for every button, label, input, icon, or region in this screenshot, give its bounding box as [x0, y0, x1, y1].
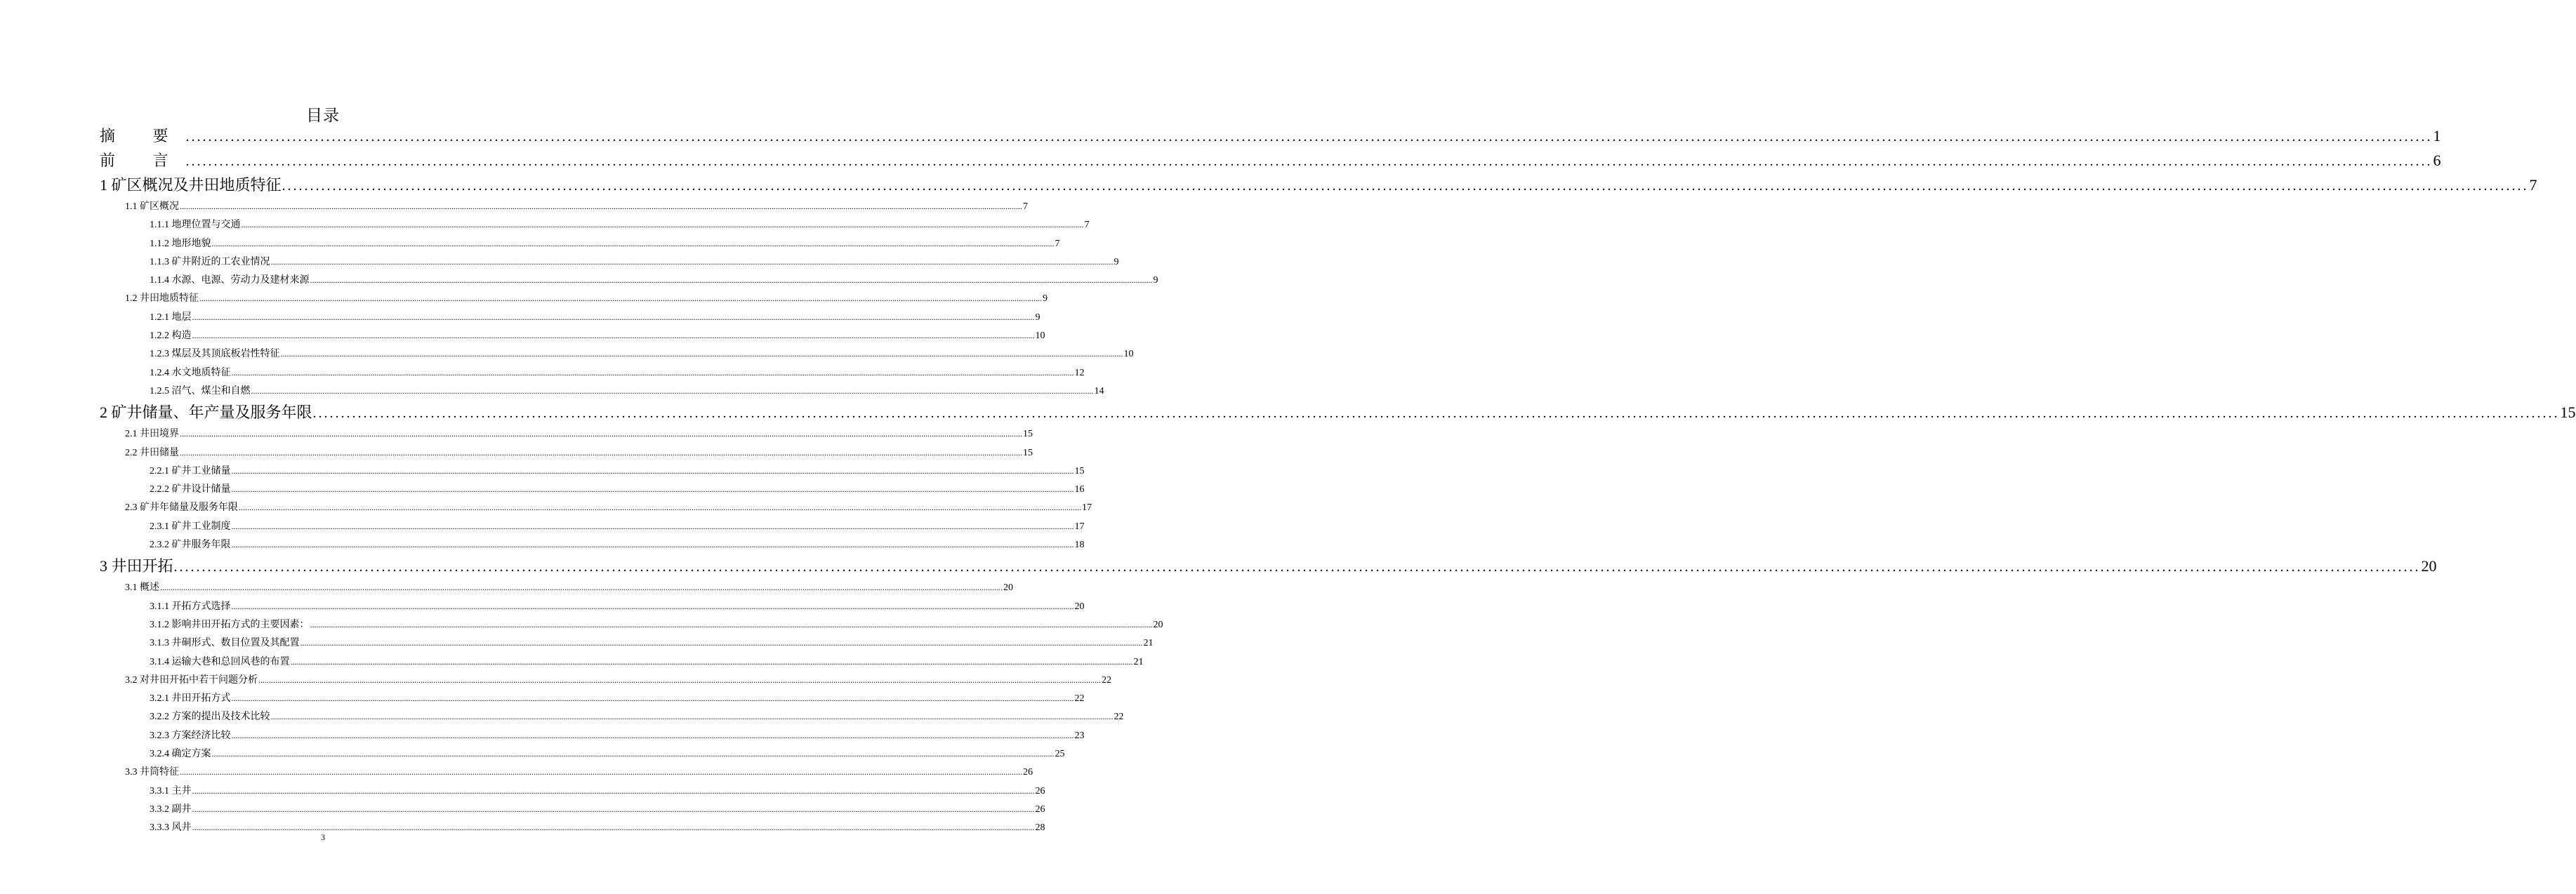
- toc-entry[interactable]: [100, 173, 2537, 197]
- toc-leader-dots: ................................................................................................................................................................................................................................................................................................................................................................................................................: [211, 749, 1055, 759]
- toc-entry-label: 3.2.4 确定方案: [150, 749, 211, 760]
- toc-leader-dots: ................................................................................................................................................................................................................................................................................................................................................................................................................: [231, 693, 1074, 704]
- toc-entry[interactable]: [150, 215, 1090, 234]
- toc-leader-dots: ................................................................................................................................................................................................................................................................................................................................................................................................................: [180, 201, 1022, 211]
- toc-entry[interactable]: [150, 234, 1060, 253]
- toc-entry-label: 3.2 对井田开拓中若干问题分析: [125, 674, 258, 686]
- toc-entry[interactable]: [150, 707, 1124, 726]
- toc-entry[interactable]: [100, 124, 2441, 148]
- toc-entry-label: 3.1.4 运输大巷和总回风巷的布置: [150, 656, 290, 667]
- toc-leader-dots: ................................................................................................................................................................................................................................................................................................................................................................................................................: [300, 638, 1143, 648]
- toc-leader-dots: ................................................................................................................................................................................................................................................................................................................................................................................................................: [231, 465, 1074, 476]
- toc-entry[interactable]: [150, 689, 1085, 707]
- toc-entry-page: 9: [1035, 312, 1041, 323]
- toc-entry-label: 2 矿井储量、年产量及服务年限: [100, 403, 312, 422]
- toc-entry-label: 前 言: [100, 152, 185, 169]
- toc-entry-page: 7: [1055, 238, 1060, 249]
- toc-leader-dots: ................................................................................................................................................................................................................................................................................................................................................................................................................: [231, 521, 1074, 531]
- toc-entry[interactable]: [150, 462, 1085, 480]
- toc-entry[interactable]: [125, 443, 1033, 462]
- toc-leader-dots: ................................................................................................................................................................................................................................................................................................................................................................................................................: [192, 822, 1035, 833]
- toc-leader-dots: ................................................................................................................................................................................................................................................................................................................................................................................................................: [231, 730, 1074, 740]
- toc-leader-dots: ................................................................................................................................................................................................................................................................................................................................................................................................................: [180, 447, 1022, 458]
- toc-entry-label: 3.3.1 主井: [150, 785, 192, 796]
- toc-leader-dots: ................................................................................................................................................................................................................................................................................................................................................................................................................: [192, 803, 1035, 814]
- toc-entry-page: 25: [1055, 749, 1065, 760]
- toc-entry[interactable]: [100, 554, 2437, 578]
- toc-entry-page: 17: [1074, 521, 1085, 532]
- toc-entry[interactable]: [150, 745, 1065, 763]
- toc-entry[interactable]: [150, 597, 1085, 615]
- toc-entry[interactable]: [150, 480, 1085, 498]
- toc-entry-page: 26: [1023, 767, 1033, 778]
- toc-entry[interactable]: [150, 363, 1085, 382]
- toc-entry-label: 2.1 井田境界: [125, 429, 179, 440]
- toc-leader-dots: ................................................................................................................................................................................................................................................................................................................................................................................................................: [258, 674, 1101, 685]
- toc-entry[interactable]: [125, 671, 1111, 689]
- toc-leader-dots: ................................................................................................................................................................................................................................................................................................................................................................................................................: [180, 767, 1022, 778]
- toc-leader-dots: ................................................................................................................................................................................................................................................................................................................................................................................................................: [160, 582, 1003, 593]
- toc-entry-page: 1: [2433, 127, 2441, 145]
- toc-entry-label: 3.1.3 井硐形式、数目位置及其配置: [150, 638, 300, 649]
- toc-entry[interactable]: [150, 800, 1045, 818]
- toc-entry[interactable]: [125, 498, 1092, 516]
- toc-entry-label: 2.2 井田储量: [125, 447, 179, 458]
- toc-entry-page: 10: [1123, 349, 1134, 360]
- toc-entry-label: 3.3 井筒特征: [125, 767, 179, 778]
- toc-leader-dots: ................................................................................................................................................................................................................................................................................................................................................................................................................: [280, 349, 1123, 359]
- toc-entry[interactable]: [150, 517, 1085, 535]
- toc-leader-dots: ................................................................................................................................................................................................................................................................................................................................................................................................................: [312, 406, 2560, 422]
- toc-entry-label: 1.2.1 地层: [150, 312, 192, 323]
- toc-entry[interactable]: [150, 326, 1045, 345]
- toc-entry-label: 3.1 概述: [125, 582, 159, 594]
- toc-leader-dots: ................................................................................................................................................................................................................................................................................................................................................................................................................: [173, 559, 2421, 575]
- toc-title: 目录: [306, 107, 340, 124]
- toc-entry[interactable]: [150, 271, 1158, 289]
- toc-entry-page: 18: [1074, 540, 1085, 551]
- toc-entry-label: 1.1.4 水源、电源、劳动力及建材来源: [150, 275, 310, 286]
- toc-entry-label: 1.2.2 构造: [150, 331, 192, 342]
- toc-entry-page: 22: [1102, 674, 1111, 686]
- toc-leader-dots: ................................................................................................................................................................................................................................................................................................................................................................................................................: [290, 656, 1133, 667]
- toc-leader-dots: ................................................................................................................................................................................................................................................................................................................................................................................................................: [310, 275, 1153, 286]
- toc-entry[interactable]: [150, 345, 1134, 363]
- toc-entry-page: 14: [1094, 385, 1104, 396]
- toc-entry-page: 22: [1114, 712, 1124, 723]
- toc-leader-dots: ................................................................................................................................................................................................................................................................................................................................................................................................................: [231, 484, 1074, 495]
- table-of-contents: [0, 124, 2576, 837]
- toc-entry[interactable]: [150, 634, 1154, 652]
- toc-entry-label: 3 井田开拓: [100, 557, 173, 575]
- toc-entry-page: 9: [1114, 256, 1119, 267]
- toc-entry[interactable]: [150, 253, 1119, 271]
- toc-entry-label: 1.1 矿区概况: [125, 201, 179, 212]
- toc-entry[interactable]: [150, 308, 1041, 326]
- toc-leader-dots: ................................................................................................................................................................................................................................................................................................................................................................................................................: [282, 178, 2529, 194]
- toc-entry-label: 2.2.1 矿井工业储量: [150, 465, 231, 476]
- toc-leader-dots: ................................................................................................................................................................................................................................................................................................................................................................................................................: [231, 601, 1074, 611]
- toc-entry[interactable]: [125, 197, 1028, 215]
- toc-entry-page: 28: [1035, 822, 1045, 834]
- toc-entry-label: 2.3.1 矿井工业制度: [150, 521, 231, 532]
- toc-entry-page: 7: [2529, 176, 2537, 194]
- toc-entry-page: 20: [2421, 557, 2437, 575]
- toc-leader-dots: ................................................................................................................................................................................................................................................................................................................................................................................................................: [192, 312, 1035, 322]
- toc-entry[interactable]: [125, 578, 1013, 596]
- toc-entry-page: 17: [1082, 502, 1092, 514]
- toc-entry-label: 1.1.1 地理位置与交通: [150, 220, 241, 231]
- toc-entry-label: 1.1.2 地形地貌: [150, 238, 211, 249]
- toc-entry-label: 2.2.2 矿井设计储量: [150, 484, 231, 495]
- toc-entry-page: 6: [2433, 152, 2441, 169]
- toc-entry-page: 21: [1143, 638, 1154, 649]
- toc-leader-dots: ................................................................................................................................................................................................................................................................................................................................................................................................................: [231, 367, 1074, 378]
- toc-entry-page: 20: [1074, 601, 1085, 612]
- toc-entry[interactable]: [150, 726, 1085, 745]
- toc-entry-page: 26: [1035, 785, 1045, 796]
- toc-entry-page: 7: [1023, 201, 1028, 212]
- toc-leader-dots: ................................................................................................................................................................................................................................................................................................................................................................................................................: [310, 619, 1153, 629]
- toc-entry-label: 3.1.1 开拓方式选择: [150, 601, 231, 612]
- toc-entry-label: 1.1.3 矿井附近的工农业情况: [150, 256, 270, 267]
- toc-entry-page: 20: [1153, 619, 1163, 630]
- toc-entry-page: 7: [1084, 220, 1090, 231]
- toc-entry-page: 15: [1074, 465, 1085, 476]
- toc-entry-label: 3.2.1 井田开拓方式: [150, 693, 231, 705]
- toc-leader-dots: ................................................................................................................................................................................................................................................................................................................................................................................................................: [211, 238, 1055, 248]
- toc-entry-page: 21: [1133, 656, 1144, 667]
- toc-entry-label: 3.3.2 副井: [150, 803, 192, 815]
- toc-entry-page: 9: [1043, 293, 1048, 305]
- toc-entry-page: 15: [2560, 403, 2576, 422]
- toc-entry-label: 1.2 井田地质特征: [125, 293, 199, 305]
- toc-entry[interactable]: [125, 425, 1033, 443]
- toc-entry[interactable]: [100, 148, 2441, 173]
- toc-entry[interactable]: [150, 782, 1045, 800]
- toc-entry-label: 3.2.3 方案经济比较: [150, 730, 231, 741]
- toc-entry[interactable]: [150, 535, 1085, 554]
- toc-leader-dots: ................................................................................................................................................................................................................................................................................................................................................................................................................: [270, 256, 1114, 267]
- toc-entry[interactable]: [100, 400, 2576, 425]
- toc-entry-label: 2.3.2 矿井服务年限: [150, 540, 231, 551]
- toc-leader-dots: ................................................................................................................................................................................................................................................................................................................................................................................................................: [192, 331, 1035, 341]
- toc-entry-page: 15: [1023, 447, 1033, 458]
- toc-entry-page: 20: [1003, 582, 1013, 594]
- toc-entry[interactable]: [150, 382, 1104, 400]
- toc-entry-label: 摘 要: [100, 127, 185, 145]
- toc-entry-page: 23: [1074, 730, 1085, 741]
- toc-entry-label: 1.2.4 水文地质特征: [150, 367, 231, 378]
- toc-leader-dots: ................................................................................................................................................................................................................................................................................................................................................................................................................: [185, 129, 2433, 145]
- toc-entry-label: 2.3 矿井年储量及服务年限: [125, 502, 238, 514]
- toc-entry-page: 12: [1074, 367, 1085, 378]
- toc-entry[interactable]: [150, 615, 1163, 634]
- toc-entry-label: 1 矿区概况及井田地质特征: [100, 176, 282, 194]
- toc-leader-dots: ................................................................................................................................................................................................................................................................................................................................................................................................................: [185, 154, 2433, 169]
- toc-entry-label: 3.3.3 风井: [150, 822, 192, 834]
- toc-leader-dots: ................................................................................................................................................................................................................................................................................................................................................................................................................: [239, 502, 1081, 513]
- toc-leader-dots: ................................................................................................................................................................................................................................................................................................................................................................................................................: [199, 293, 1042, 304]
- toc-entry-page: 9: [1153, 275, 1158, 286]
- toc-entry-label: 3.2.2 方案的提出及技术比较: [150, 712, 270, 723]
- toc-entry-page: 10: [1035, 331, 1045, 342]
- toc-leader-dots: ................................................................................................................................................................................................................................................................................................................................................................................................................: [180, 429, 1022, 439]
- toc-entry-page: 16: [1074, 484, 1085, 495]
- toc-entry[interactable]: [125, 763, 1033, 781]
- toc-entry-page: 15: [1023, 429, 1033, 440]
- page-number: 3: [321, 832, 325, 842]
- toc-entry-label: 3.1.2 影响井田开拓方式的主要因素：: [150, 619, 310, 630]
- toc-leader-dots: ................................................................................................................................................................................................................................................................................................................................................................................................................: [241, 220, 1084, 230]
- toc-leader-dots: ................................................................................................................................................................................................................................................................................................................................................................................................................: [251, 385, 1094, 396]
- toc-entry-label: 1.2.5 沼气、煤尘和自燃: [150, 385, 251, 396]
- toc-leader-dots: ................................................................................................................................................................................................................................................................................................................................................................................................................: [231, 540, 1074, 550]
- toc-entry-label: 1.2.3 煤层及其顶底板岩性特征: [150, 349, 280, 360]
- toc-entry-page: 22: [1074, 693, 1085, 705]
- toc-leader-dots: ................................................................................................................................................................................................................................................................................................................................................................................................................: [192, 785, 1035, 796]
- toc-entry[interactable]: [125, 289, 1048, 307]
- toc-entry[interactable]: [150, 653, 1144, 671]
- toc-leader-dots: ................................................................................................................................................................................................................................................................................................................................................................................................................: [270, 712, 1114, 722]
- toc-entry-page: 26: [1035, 803, 1045, 815]
